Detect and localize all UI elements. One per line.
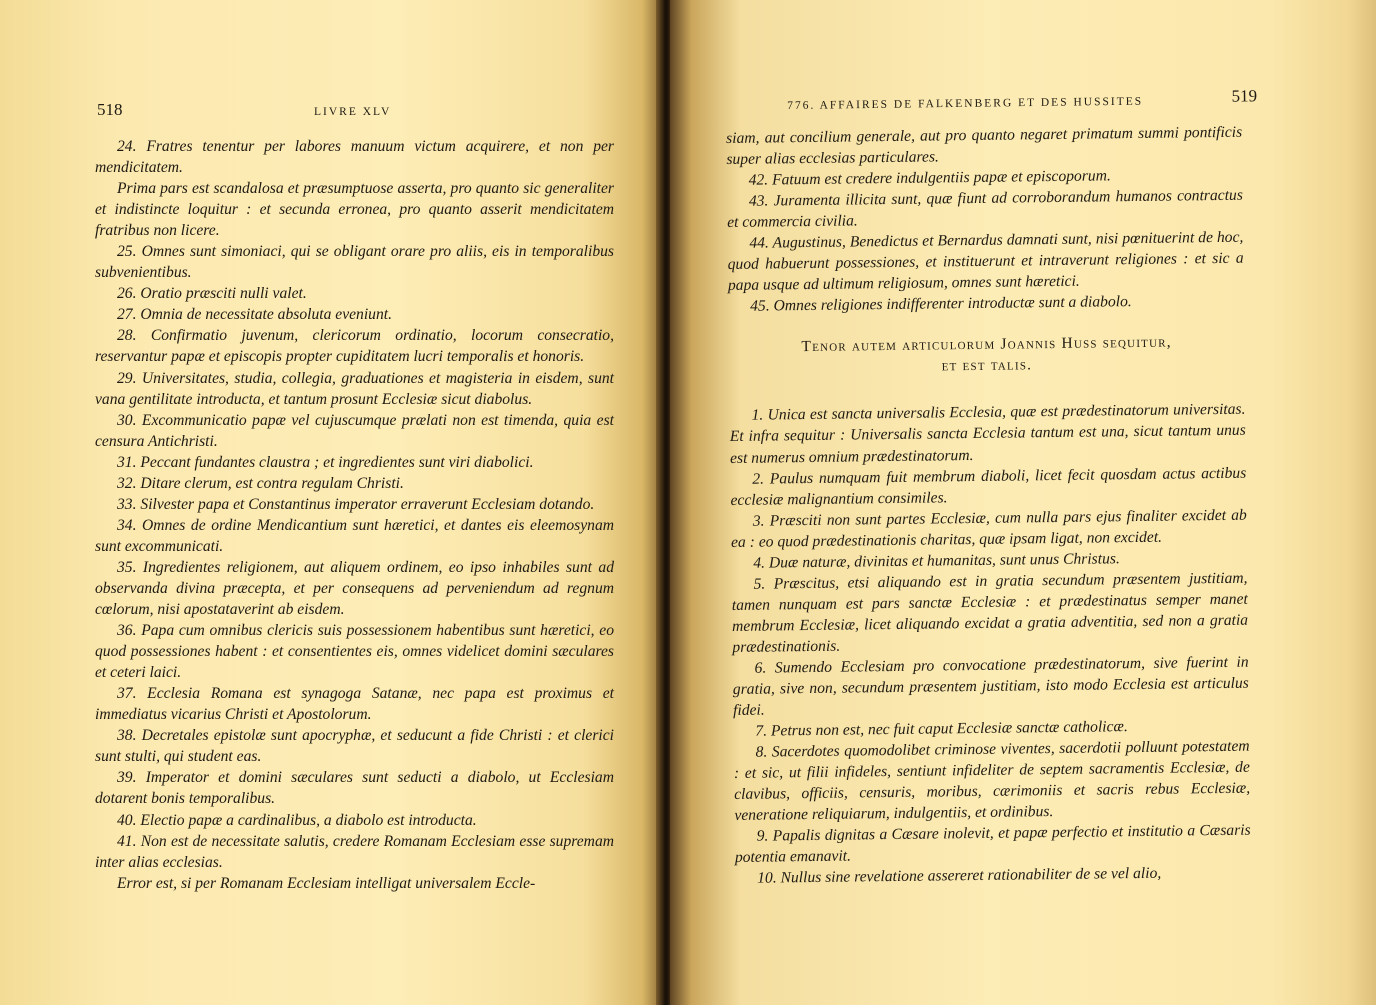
article-paragraph: 29. Universitates, studia, collegia, graduationes et magisteria in eisdem, sunt vana gentilitate introducta, et tantum prosunt Ecclesiæ sicut diabolus.: [95, 369, 614, 408]
article-paragraph: 40. Electio papæ a cardinalibus, a diabolo est introducta.: [117, 811, 477, 829]
article-paragraph: 32. Ditare clerum, est contra regulam Christi.: [117, 474, 404, 492]
article-paragraph: 44. Augustinus, Benedictus et Bernardus damnati sunt, nisi pœnituerint de hoc, quod habuerunt possessiones, et instituerunt et intraverunt religiones : et sic a papa usque ad ultimum religiosum, omnes sunt hæretici.: [727, 228, 1244, 295]
page-number-right: 519: [1231, 86, 1258, 106]
article-paragraph: 42. Fatuum est credere indulgentiis papæ et episcoporum.: [748, 167, 1111, 189]
article-paragraph: 25. Omnes sunt simoniaci, qui se obligant orare pro aliis, eis in temporalibus subvenientibus.: [95, 243, 614, 282]
huss-articles: [729, 399, 1251, 889]
article-paragraph: 27. Omnia de necessitate absoluta eveniunt.: [117, 306, 392, 324]
article-paragraph: 4. Duæ naturæ, divinitas et humanitas, sunt unus Christus.: [753, 549, 1120, 572]
article-paragraph: 6. Sumendo Ecclesiam pro convocatione prædestinatorum, sive fuerint in gratia, sive non, secundum præsentem justitiam, isto modo Ecclesia est articulus fidei.: [732, 653, 1249, 720]
left-page: [0, 0, 662, 1005]
article-paragraph: 10. Nullus sine revelatione assereret rationabiliter de se vel alio,: [757, 865, 1162, 888]
article-paragraph: 38. Decretales epistolæ sunt apocryphæ, et seducunt a fide Christi : et clerici sunt stulti, qui student eas.: [95, 727, 614, 766]
running-title-left: LIVRE XLV: [314, 106, 392, 118]
running-title-right: 776. AFFAIRES DE FALKENBERG ET DES HUSSITES: [787, 95, 1144, 112]
article-paragraph: 28. Confirmatio juvenum, clericorum ordinatio, locorum consecratio, reservantur papæ et episcopis propter cupiditatem lucri temporalis et honoris.: [95, 327, 614, 366]
article-paragraph: 9. Papalis dignitas a Cæsare inolevit, et papæ perfectio et institutio a Cæsaris potentia emanavit.: [734, 822, 1251, 867]
page-number-left: 518: [97, 100, 123, 119]
article-paragraph: 3. Præsciti non sunt partes Ecclesiæ, cum nulla pars ejus finaliter excidet ab ea : eo quod prædestinationis charitas, quæ ipsam ligat, non excidet.: [730, 506, 1247, 551]
article-paragraph: 37. Ecclesia Romana est synagoga Satanæ, nec papa est proximus et immediatus vicarius Christi et Apostolorum.: [95, 685, 614, 724]
article-paragraph: 33. Silvester papa et Constantinus imperator erraverunt Ecclesiam dotando.: [117, 495, 595, 513]
article-paragraph: 35. Ingredientes religionem, aut aliquem ordinem, eo ipso inhabiles sunt ad observanda divina præcepta, et per consequens ad perveniendum ad regnum cœlorum, nisi apostataverint ab eisdem.: [95, 558, 614, 619]
article-paragraph: 43. Juramenta illicita sunt, quæ fiunt ad corroborandum humanos contractus et commercia civilia.: [727, 186, 1243, 232]
article-paragraph: 1. Unica est sancta universalis Ecclesia, quæ est prædestinatorum universitas. Et infra sequitur : Universalis sancta Ecclesia tantum est una, sicut tantum unus est numerus omnium prædestinatorum.: [729, 401, 1246, 467]
article-paragraph: Error est, si per Romanam Ecclesiam intelligat universalem Eccle-: [117, 874, 536, 892]
right-articles-continued: [726, 122, 1244, 318]
article-paragraph: 39. Imperator et domini sæculares sunt seducti a diabolo, ut Ecclesiam dotarent bonis temporalibus.: [95, 769, 614, 808]
section-heading-line-2: et est talis.: [941, 356, 1033, 375]
right-page: [670, 0, 1376, 1005]
article-paragraph: 34. Omnes de ordine Mendicantium sunt hæretici, et dantes eis eleemosynam sunt excommunicati.: [95, 516, 614, 555]
article-paragraph: 30. Excommunicatio papæ vel cujuscumque prælati non est timenda, quia est censura Antichristi.: [95, 411, 614, 450]
left-text-column: [95, 136, 614, 894]
article-paragraph: 24. Fratres tenentur per labores manuum victum acquirere, et non per mendicitatem.: [95, 138, 614, 177]
article-paragraph: 8. Sacerdotes quomodolibet criminose viventes, sacerdotii polluunt potestatem : et sic, ut filii infideles, sentiunt infideliter de septem sacramentis Ecclesiæ, de clavibus, officiis, censuris, moribus, cærimoniis et sacris rebus Ecclesiæ, veneratione reliquiarum, indulgentiis, et ordinibus.: [733, 737, 1251, 825]
article-paragraph: 26. Oratio præsciti nulli valet.: [117, 285, 307, 303]
section-heading-line-1: Tenor autem articulorum Joannis Huss sequitur,: [801, 333, 1172, 356]
article-paragraph: siam, aut concilium generale, aut pro quanto negaret primatum summi pontificis super alias ecclesias particulares.: [726, 123, 1243, 169]
article-paragraph: 36. Papa cum omnibus clericis suis possessionem habentibus sunt hæretici, eo quod possessiones habent : et consentientes eis, omnes videlicet domini sæculares et ceteri laici.: [95, 622, 614, 682]
article-paragraph: Prima pars est scandalosa et præsumptuose asserta, pro quanto sic generaliter et indistincte loquitur : et secunda erronea, pro quanto asserit mendicitatem fratribus non licere.: [95, 180, 614, 240]
article-paragraph: 31. Peccant fundantes claustra ; et ingredientes sunt viri diabolici.: [117, 453, 534, 471]
article-paragraph: 41. Non est de necessitate salutis, credere Romanam Ecclesiam esse supremam inter alias ecclesias.: [95, 832, 614, 871]
right-text-column: [726, 122, 1251, 890]
article-paragraph: 45. Omnes religiones indifferenter introductæ sunt a diabolo.: [750, 293, 1132, 316]
article-paragraph: 2. Paulus numquam fuit membrum diaboli, licet fecit quosdam actus actibus ecclesiæ malignantium consimiles.: [730, 464, 1247, 509]
right-running-head: [787, 86, 1258, 112]
section-heading: [729, 331, 1245, 379]
article-paragraph: 5. Præscitus, etsi aliquando est in gratia secundum præsentem justitiam, tamen nunquam est pars sanctæ Ecclesiæ : et prædestinatus semper manet membrum Ecclesiæ, licet aliquando excidat a gratia adventitia, sed non a gratia prædestinationis.: [731, 569, 1249, 656]
article-paragraph: 7. Petrus non est, nec fuit caput Ecclesiæ sanctæ catholicæ.: [755, 718, 1128, 740]
